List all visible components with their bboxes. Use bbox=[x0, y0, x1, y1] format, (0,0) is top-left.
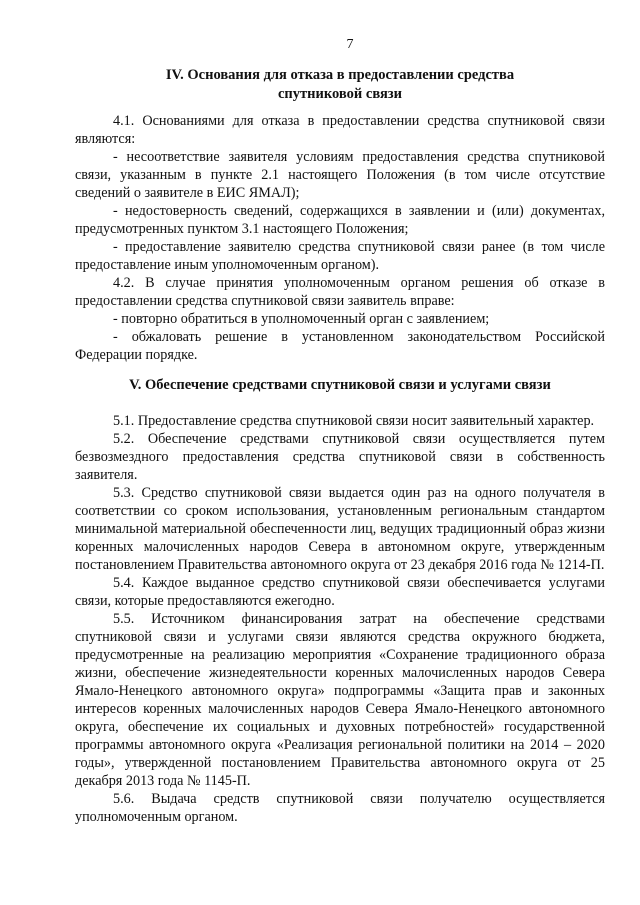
paragraph-5-6: 5.6. Выдача средств спутниковой связи получателю осуществляется уполномоченным органом. bbox=[75, 791, 605, 825]
paragraph-5-2: 5.2. Обеспечение средствами спутниковой связи осуществляется путем безвозмездного предоставления средства спутниковой связи в собственность заявителя. bbox=[75, 431, 605, 483]
list-item-4-1-c: - предоставление заявителю средства спутниковой связи ранее (в том числе предоставление иным уполномоченным органом). bbox=[75, 239, 605, 273]
paragraph-5-3: 5.3. Средство спутниковой связи выдается один раз на одного получателя в соответствии со сроком использования, установленным региональным стандартом минимальной материальной обеспеченности лиц, ведущих традиционный образ жизни коренных малочисленных народов Севера в автономном округе, утвержденным постановлением Правительства автономного округа от 23 декабря 2016 года № 1214-П. bbox=[75, 485, 605, 573]
list-item-4-2-b: - обжаловать решение в установленном законодательством Российской Федерации порядке. bbox=[75, 329, 605, 363]
section-4-heading-line1: IV. Основания для отказа в предоставлении средства bbox=[165, 67, 515, 83]
paragraph-4-2: 4.2. В случае принятия уполномоченным органом решения об отказе в предоставлении средства спутниковой связи заявитель вправе: bbox=[75, 275, 605, 309]
section-4-body bbox=[75, 112, 605, 364]
page-number: 7 bbox=[346, 37, 354, 52]
paragraph-4-1: 4.1. Основаниями для отказа в предоставлении средства спутниковой связи являются: bbox=[75, 113, 605, 147]
section-4-heading bbox=[70, 66, 610, 104]
section-5-heading: V. Обеспечение средствами спутниковой связи и услугами связи bbox=[129, 377, 551, 393]
section-5-body bbox=[75, 412, 605, 826]
paragraph-5-4: 5.4. Каждое выданное средство спутниковой связи обеспечивается услугами связи, которые предоставляются ежегодно. bbox=[75, 575, 605, 609]
section-4-heading-line2: спутниковой связи bbox=[278, 86, 402, 102]
list-item-4-1-a: - несоответствие заявителя условиям предоставления средства спутниковой связи, указанным в пункте 2.1 настоящего Положения (в том числе отсутствие сведений о заявителе в ЕИС ЯМАЛ); bbox=[75, 149, 605, 201]
list-item-4-2-a: - повторно обратиться в уполномоченный орган с заявлением; bbox=[113, 311, 490, 327]
paragraph-5-1: 5.1. Предоставление средства спутниковой связи носит заявительный характер. bbox=[113, 413, 595, 429]
list-item-4-1-b: - недостоверность сведений, содержащихся в заявлении и (или) документах, предусмотренных пунктом 3.1 настоящего Положения; bbox=[75, 203, 605, 237]
paragraph-5-5: 5.5. Источником финансирования затрат на обеспечение средствами спутниковой связи и услугами связи являются средства окружного бюджета, предусмотренные на реализацию мероприятия «Сохранение традиционного образа жизни, обеспечение жизнедеятельности коренных малочисленных народов Севера Ямало-Ненецкого автономного округа» подпрограммы «Защита прав и законных интересов коренных малочисленных народов Севера Ямало-Ненецкого автономного округа, обеспечение их социальных и духовных потребностей» государственной программы автономного округа «Реализация региональной политики на 2014 – 2020 годы», утвержденной постановлением Правительства автономного округа от 25 декабря 2013 года № 1145-П. bbox=[75, 611, 605, 789]
